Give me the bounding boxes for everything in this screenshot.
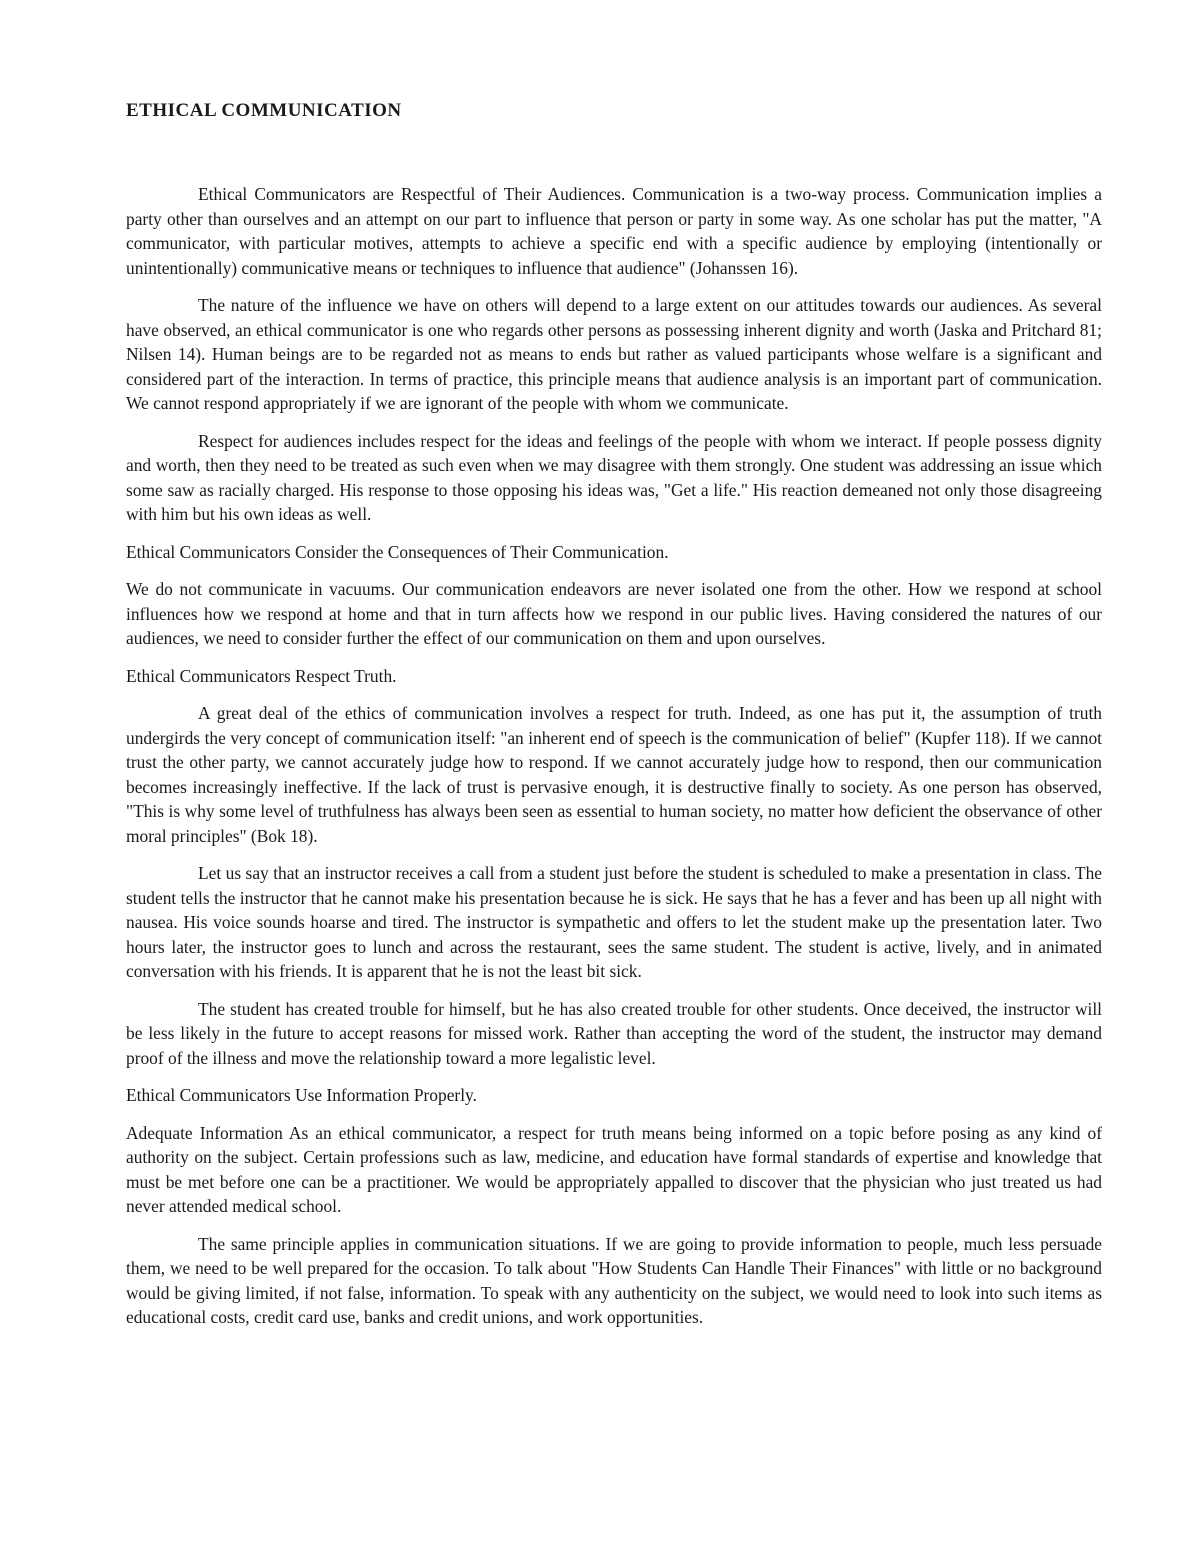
paragraph-nature-of-influence: The nature of the influence we have on others will depend to a large extent on our attitudes towards our audiences. As several have observed, an ethical communicator is one who regards other persons as possessing inherent dignity and worth (Jaska and Pritchard 81; Nilsen 14). Human beings are to be regarded not as means to ends but rather as valued participants whose welfare is a significant and considered part of the interaction. In terms of practice, this principle means that audience analysis is an important part of communication. We cannot respond appropriately if we are ignorant of the people with whom we communicate. [126,295,1102,413]
paragraph-adequate-information: Adequate Information As an ethical communicator, a respect for truth means being informed on a topic before posing as any kind of authority on the subject. Certain professions such as law, medicine, and education have formal standards of expertise and knowledge that must be met before one can be a practitioner. We would be appropriately appalled to discover that the physician who just treated us had never attended medical school. [126,1122,1102,1216]
paragraph-instructor-example: Let us say that an instructor receives a call from a student just before the student is scheduled to make a presentation in class. The student tells the instructor that he cannot make his presentation because he is sick. He says that he has a fever and has been up all night with nausea. His voice sounds hoarse and tired. The instructor is sympathetic and offers to let the student make up the presentation later. Two hours later, the instructor goes to lunch and across the restaurant, sees the same student. The student is active, lively, and in animated conversation with his friends. It is apparent that he is not the least bit sick. [126,863,1102,981]
section-heading-consequences: Ethical Communicators Consider the Consequences of Their Communication. [126,541,669,562]
paragraph-respect-ideas-feelings: Respect for audiences includes respect for the ideas and feelings of the people with whom we interact. If people possess dignity and worth, then they need to be treated as such even when we may disagree with them strongly. One student was addressing an issue which some saw as racially charged. His response to those opposing his ideas was, "Get a life." His reaction demeaned not only those disagreeing with him but his own ideas as well. [126,430,1102,524]
paragraph-same-principle: The same principle applies in communication situations. If we are going to provide information to people, much less persuade them, we need to be well prepared for the occasion. To talk about "How Students Can Handle Their Finances" with little or no background would be giving limited, if not false, information. To speak with any authenticity on the subject, we would need to look into such items as educational costs, credit card use, banks and credit unions, and work opportunities. [126,1233,1102,1327]
document-body [126,98,1102,1343]
section-heading-information: Ethical Communicators Use Information Properly. [126,1085,477,1105]
paragraph-student-trouble: The student has created trouble for himself, but he has also created trouble for other students. Once deceived, the instructor will be less likely in the future to accept reasons for missed work. Rather than accepting the word of the student, the instructor may demand proof of the illness and move the relationship toward a more legalistic level. [126,998,1102,1068]
paragraph-respectful-audiences: Ethical Communicators are Respectful of Their Audiences. Communication is a two-way process. Communication implies a party other than ourselves and an attempt on our part to influence that person or party in some way. As one scholar has put the matter, "A communicator, with particular motives, attempts to achieve a specific end with a specific audience by employing (intentionally or unintentionally) communicative means or techniques to influence that audience" (Johanssen 16). [126,184,1102,278]
page-title: ETHICAL COMMUNICATION [126,100,402,121]
paragraph-ethics-of-truth: A great deal of the ethics of communication involves a respect for truth. Indeed, as one has put it, the assumption of truth undergirds the very concept of communication itself: "an inherent end of speech is the communication of belief" (Kupfer 118). If we cannot trust the other party, we cannot accurately judge how to respond. If we cannot accurately judge how to respond, then our communication becomes increasingly ineffective. If the lack of trust is pervasive enough, it is destructive finally to society. As one person has observed, "This is why some level of truthfulness has always been seen as essential to human society, no matter how deficient the observance of other moral principles" (Bok 18). [126,703,1102,846]
paragraph-vacuums: We do not communicate in vacuums. Our communication endeavors are never isolated one from the other. How we respond at school influences how we respond at home and that in turn affects how we respond in our public lives. Having considered the natures of our audiences, we need to consider further the effect of our communication on them and upon ourselves. [126,579,1102,648]
section-heading-respect-truth: Ethical Communicators Respect Truth. [126,665,397,686]
